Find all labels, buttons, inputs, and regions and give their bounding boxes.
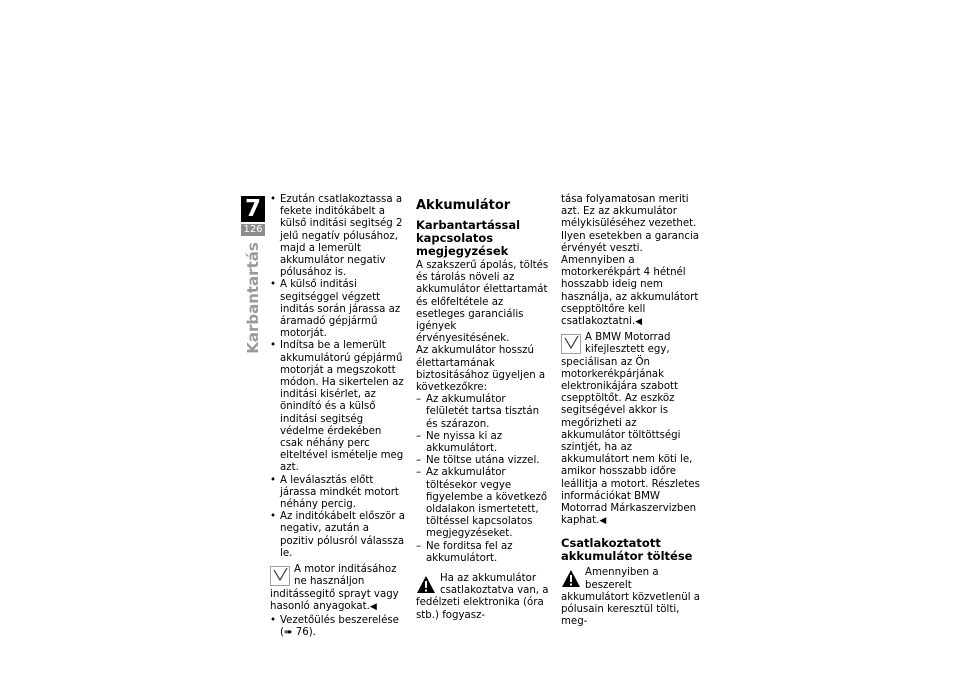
chapter-number: 7: [241, 196, 265, 222]
bullet-list-seat: [270, 615, 405, 639]
note-icon: [561, 334, 581, 354]
warning-text: Amennyiben a beszerelt akkumulátort közvetlenül a pólusain keresztül tölti, meg-: [561, 567, 701, 628]
chapter-tab: [241, 196, 265, 236]
note-icon: [270, 566, 290, 586]
list-item: – Ne forditsa fel az akkumulátort.: [416, 541, 551, 565]
list-item: – Az akkumulátor felületét tartsa tisztán és szárazon.: [416, 394, 551, 431]
list-item: – Az akkumulátor töltésekor vegye figyelembe a következő oldalakon ismertetett, töltéssel kapcsolatos megjegyzéseket.: [416, 467, 551, 540]
paragraph: Az akkumulátor hosszú élettartamának biztositásához ügyeljen a következőkre:: [416, 345, 546, 394]
paragraph: A szakszerű ápolás, töltés és tárolás növeli az akkumulátor élettartamát és előfeltétele az esetleges garanciális igények érvényesitésének.: [416, 260, 549, 345]
warning-text: Ha az akkumulátor csatlakoztatva van, a fedélzeti elektronika (óra stb.) fogyasz-: [416, 573, 549, 621]
paragraph-text: Amennyiben a motorkerékpárt 4 hétnél hosszabb ideig nem használja, az akkumulátort csepptöltőre kell csatlakoztatni.: [561, 255, 699, 328]
list-item: – Ne töltse utána vizzel.: [416, 455, 551, 467]
section-label: [238, 244, 268, 352]
warning-icon: [561, 569, 581, 589]
list-item: • A leválasztás előtt járassa mindkét motort néhány percig.: [270, 475, 405, 512]
column-3: [561, 194, 701, 631]
list-item: • A külső inditási segitséggel végzett inditás során járassa az áramadó gépjármű motorját.: [270, 279, 405, 340]
dash-list: [416, 394, 551, 565]
note-block: [561, 332, 701, 527]
subsection-heading: Csatlakoztatott akkumulátor töltése: [561, 536, 693, 564]
end-marker-icon: ◀: [599, 516, 607, 527]
subsection-heading: Karbantartással kapcsolatos megjegyzések: [416, 218, 521, 258]
paragraph: [561, 255, 701, 328]
page-number: 126: [241, 224, 265, 236]
end-marker-icon: ◀: [369, 601, 377, 612]
list-item: • Indítsa be a lemerült akkumulátorú gépjármű motorját a megszokott módon. Ha sikertelen az inditási kisérlet, az önindító és a külső inditási segitség védelme érdekében csak néhány perc elteltével ismételje meg azt.: [270, 340, 405, 474]
list-item: – Ne nyissa ki az akkumulátort.: [416, 431, 551, 455]
section-label-text: Karbantartás: [244, 242, 262, 354]
warning-icon: [416, 575, 436, 595]
column-1: [270, 194, 405, 639]
note-block: [270, 564, 405, 613]
column-2: [416, 194, 551, 624]
warning-block: [561, 567, 701, 628]
bullet-list-jump-start: [270, 194, 405, 560]
list-item: • Ezután csatlakoztassa a fekete inditókábelt a külső inditási segitség 2 jelű negatív pólusához, majd a lemerült akkumulátor negativ pólusához is.: [270, 194, 405, 279]
warning-block: [416, 573, 551, 622]
paragraph: tása folyamatosan meriti azt. Ez az akkumulátor mélykisüléséhez vezethet. Ilyen esetekben a garancia érvényét veszti.: [561, 194, 700, 254]
note-text: A BMW Motorrad kifejlesztett egy, speciálisan az Ön motorkerékpárjának elektronikájára szabott csepptöltőt. Az eszköz segitségével akkor is megőrizheti az akkumulátor töltöttségi szintjét, ha az akkumulátort nem köti le, amikor hosszabb időre leállitja a motort. Részletes információkat BMW Motorrad Márkaszervizben kaphat.: [561, 332, 700, 527]
list-item: • Az inditókábelt először a negativ, azután a pozitiv pólusról válassza le.: [270, 511, 405, 560]
section-heading: Akkumulátor: [416, 198, 511, 213]
end-marker-icon: ◀: [635, 317, 643, 328]
list-item: • Vezetőülés beszerelése (➠ 76).: [270, 615, 405, 639]
note-text: A motor inditásához ne használjon inditássegitő sprayt vagy hasonló anyagokat.: [270, 564, 399, 612]
